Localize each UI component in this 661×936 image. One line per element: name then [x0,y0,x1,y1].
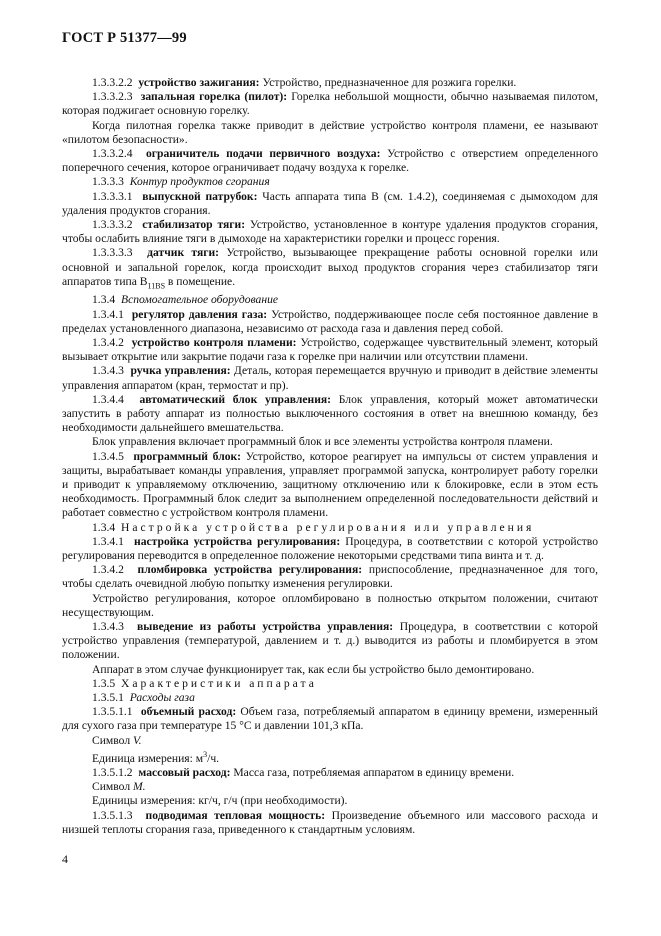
document-body [62,76,598,837]
clause-text: Устройство, предназначенное для розжига горелки. [259,76,517,89]
clause-number: 1.3.5.1.1 [92,705,133,719]
section-1-3-5 [62,677,598,691]
paragraph-sealed-device: Устройство регулирования, которое опломбировано в полностью открытом положении, считают несуществующим. [62,591,598,619]
clause-number: 1.3.4.1 [92,534,124,548]
section-1-3-4-aux [62,293,598,307]
clause-1-3-4-3-knob [62,364,598,392]
symbol-value: V. [133,733,142,747]
clause-text: Устройство, которое реагирует на импульсы от систем управления и защиты, вырабатывает команды управления, управляет программой запуска, контролирует работу горелки и приводит к управляемому отключению, защитному отключению или к блокировке, если в этом есть необходимость. Программный блок следит за выполнением определенной последовательности действий и работает совместно с устройством контроля пламени. [62,449,599,520]
clause-text: Масса газа, потребляемая аппаратом в единицу времени. [230,765,515,779]
clause-number: 1.3.4.2 [92,335,124,349]
clause-text: Устройство, поддерживающее после себя постоянное давление в пределах установленного диапазона, независимо от расхода газа и давления перед собой. [62,307,599,335]
paragraph-control-unit: Блок управления включает программный блок и все элементы устройства контроля пламени. [92,435,553,449]
clause-text: приспособление, предназначенное для того, чтобы сделать очевидной любую попытку изменения регулировки. [62,563,598,591]
clause-number: 1.3.4.2 [92,563,124,577]
clause-term: ручка управления: [130,364,231,378]
symbol-value: М. [133,780,146,794]
section-title: Характеристики аппарата [120,676,317,690]
section-title: Вспомогательное оборудование [120,293,279,307]
clause-1-3-5-1-3 [62,809,598,837]
clause-term: объемный расход: [140,705,237,719]
section-number: 1.3.4 [92,293,116,307]
clause-1-3-4-5-program-unit [62,450,598,521]
paragraph-apparatus-functions: Аппарат в этом случае функционирует так, как если бы устройство было демонтировано. [92,662,535,676]
clause-term: массовый расход: [138,765,231,779]
section-1-3-4-adjustment [62,521,598,535]
clause-number: 1.3.4.3 [92,620,124,634]
section-number: 1.3.4 [92,520,116,534]
paragraph-unit-kgh: Единицы измерения: кг/ч, г/ч (при необходимости). [92,794,348,808]
clause-term: регулятор давления газа: [131,307,268,321]
clause-term: устройство контроля пламени: [131,335,297,349]
subscript: 11BS [147,281,166,291]
clause-1-3-5-1-1 [62,705,598,733]
unit-tail: /ч. [207,751,220,765]
clause-1-3-4-1-setting [62,535,598,563]
clause-1-3-5-1-2 [62,766,598,780]
section-number: 1.3.3.3 [92,175,124,189]
section-number: 1.3.5 [92,676,116,690]
clause-number: 1.3.4.3 [92,364,124,378]
clause-number: 1.3.3.3.2 [92,218,133,232]
clause-term: выпускной патрубок: [142,189,258,203]
clause-1-3-4-2-sealing [62,563,598,591]
clause-number: 1.3.3.2.3 [92,90,133,104]
symbol-label: Символ [92,780,133,794]
clause-term: настройка устройства регулирования: [134,534,341,548]
clause-1-3-4-2-flame-control [62,336,598,364]
clause-text-tail: в помещение. [165,274,236,288]
clause-text: Устройство с отверстием определенного поперечного сечения, которое ограничивает подачу воздуха к горелке. [62,147,599,175]
document-header: ГОСТ Р 51377—99 [62,30,187,46]
paragraph-symbol-m [62,780,598,794]
clause-term: подводимая тепловая мощность: [145,808,326,822]
clause-text: Горелка небольшой мощности, обычно называемая пилотом, которая поджигает основную горелку. [62,90,598,118]
clause-text: Деталь, которая перемещается вручную и приводит в действие элементы управления аппаратом (кран, термостат и пр). [62,364,598,392]
clause-number: 1.3.5.1.2 [92,765,133,779]
clause-1-3-3-2-3 [62,90,598,118]
clause-1-3-4-1-regulator [62,308,598,336]
section-title: Настройка устройства регулирования или управления [120,520,535,534]
clause-term: ограничитель подачи первичного воздуха: [146,147,381,161]
clause-term: пломбировка устройства регулирования: [137,563,363,577]
clause-number: 1.3.4.4 [92,392,124,406]
clause-number: 1.3.3.2.2 [92,76,133,89]
clause-text: Объем газа, потребляемый аппаратом в единицу времени, измеренный для сухого газа при температуре 15 °С и давлении 101,3 кПа. [62,705,599,733]
clause-text: Часть аппарата типа В (см. 1.4.2), соединяемая с дымоходом для удаления продуктов сгорания. [62,189,598,217]
clause-text: Устройство, вызывающее прекращение работы основной горелки или основной и запальной горелок, когда происходит выход продуктов сгорания через стабилизатор тяги аппаратов типа В [62,246,598,288]
clause-1-3-3-3-3 [62,246,598,293]
page-number: 4 [62,852,68,866]
clause-number: 1.3.4.5 [92,449,124,463]
clause-term: стабилизатор тяги: [142,218,246,232]
paragraph-pilot-safety: Когда пилотная горелка также приводит в действие устройство контроля пламени, ее называют «пилотом безопасности». [62,118,598,146]
clause-text: Произведение объемного или массового расхода и низшей теплоты сгорания газа, приведенного к стандартным условиям. [62,808,599,836]
unit-label: Единица измерения: м [92,751,204,765]
clause-text: Процедура, в соответствии с которой устройство регулирования переводится в определенное положение некоторыми средствами типа винта и т. д. [62,534,598,563]
clause-number: 1.3.3.2.4 [92,147,133,161]
section-title: Расходы газа [129,691,195,705]
clause-1-3-3-2-2 [62,76,598,90]
clause-number: 1.3.3.3.3 [92,246,133,260]
clause-term: датчик тяги: [147,246,220,260]
section-number: 1.3.5.1 [92,691,124,705]
section-1-3-3-3 [62,175,598,189]
clause-term: автоматический блок управления: [139,392,332,406]
clause-text: Процедура, в соответствии с которой устройство управления (температурой, давлением и т. д.) выводится из работы и пломбируется в этом положении. [62,620,599,662]
clause-number: 1.3.5.1.3 [92,808,133,822]
section-title: Контур продуктов сгорания [129,175,270,189]
clause-term: запальная горелка (пилот): [140,90,288,104]
clause-1-3-3-3-1 [62,190,598,218]
section-1-3-5-1 [62,691,598,705]
symbol-label: Символ [92,733,133,747]
clause-number: 1.3.4.1 [92,307,124,321]
clause-1-3-4-4-auto-unit [62,393,598,436]
clause-text: Блок управления, который может автоматически запустить в работу аппарат из полностью выключенного состояния в ответ на внешнюю команду, без необходимости дальнейшего вмешательства. [62,392,598,435]
paragraph-symbol-v [62,734,598,748]
clause-term: программный блок: [133,449,242,463]
clause-1-3-4-3-disabling [62,620,598,663]
clause-term: выведение из работы устройства управления: [137,620,394,634]
clause-term: устройство зажигания: [138,76,260,89]
clause-1-3-3-3-2 [62,218,598,246]
clause-text: Устройство, установленное в контуре удаления продуктов сгорания, чтобы ослабить влияние тяги в дымоходе на характеристики горелки и процесс горения. [62,218,599,246]
paragraph-unit-m3h [62,748,598,766]
clause-1-3-3-2-4 [62,147,598,175]
clause-text: Устройство, содержащее чувствительный элемент, который вызывает открытие или закрытие подачи газа к горелке при наличии или отсутствии пламени. [62,335,598,364]
clause-number: 1.3.3.3.1 [92,189,133,203]
superscript: 3 [203,749,208,759]
